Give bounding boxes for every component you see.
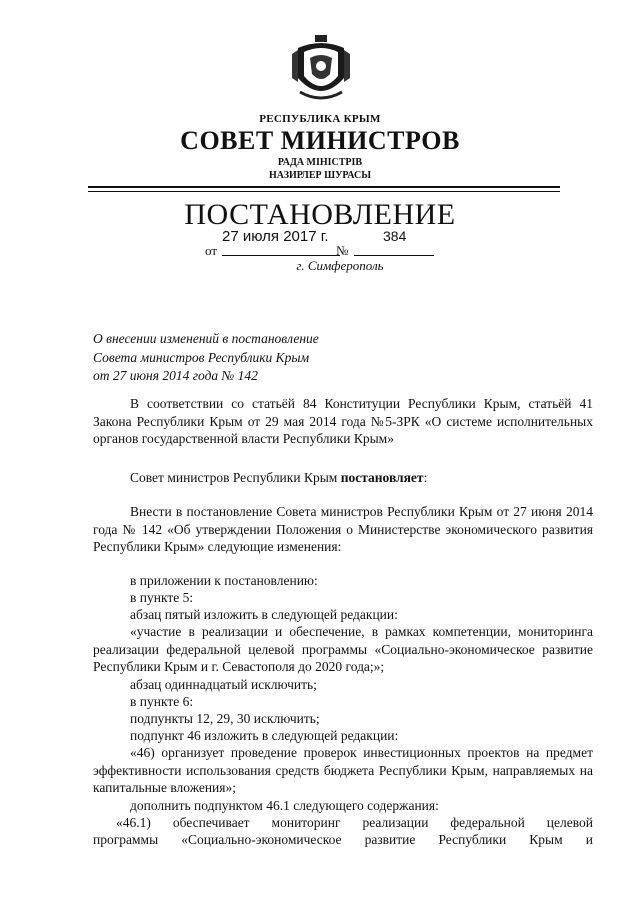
resolution-verb: постановляет	[340, 470, 424, 485]
number-underline	[354, 255, 434, 256]
subject-line: от 27 июня 2014 года № 142	[93, 368, 258, 383]
resolution-paragraph	[93, 469, 593, 487]
header-rule-thick	[88, 186, 560, 188]
number-prefix: №	[336, 243, 349, 258]
document-number: 384	[383, 228, 407, 244]
subject-line: О внесении изменений в постановление	[93, 331, 319, 346]
council-title-ukrainian: РАДА МІНІСТРІВ	[277, 157, 363, 168]
list-item: абзац пятый изложить в следующей редакции:	[130, 607, 398, 622]
list-item: в пункте 6:	[130, 694, 194, 709]
preamble-paragraph: В соответствии со статьёй 84 Конституции Республики Крым, статьёй 41 Закона Республики Крым от 29 мая 2014 года №5-ЗРК «О системе исполнительных органов государственной власти Республики Крым»	[93, 396, 593, 446]
resolution-text: Совет министров Республики Крым	[130, 470, 341, 485]
document-type: ПОСТАНОВЛЕНИЕ	[184, 198, 456, 231]
document-subject	[93, 330, 319, 386]
council-title: СОВЕТ МИНИСТРОВ	[180, 126, 460, 155]
list-item: в пункте 5:	[130, 590, 194, 605]
list-item: программы «Социально-экономическое развитие Республики Крым и	[93, 832, 593, 847]
date-prefix: от	[205, 243, 218, 258]
amendment-paragraph: Внести в постановление Совета министров Республики Крым от 27 июня 2014 года № 142 «Об утверждении Положения о Министерстве экономического развития Республики Крым» следующие изменения:	[93, 504, 593, 554]
header-rule-thin	[88, 191, 560, 192]
list-item: абзац одиннадцатый исключить;	[130, 677, 317, 692]
list-item: «46) организует проведение проверок инвестиционных проектов на предмет эффективности использования средств бюджета Республики Крым, направляемых на капитальные вложения»;	[93, 745, 593, 795]
subject-line: Совета министров Республики Крым	[93, 349, 310, 365]
list-item: дополнить подпунктом 46.1 следующего содержания:	[130, 798, 439, 813]
list-item: «участие в реализации и обеспечение, в рамках компетенции, мониторинга реализации федеральной целевой программы «Социально-экономическое развитие Республики Крым и г. Севастополя до 2020 года;»;	[93, 624, 593, 674]
list-item: подпункт 46 изложить в следующей редакции:	[130, 728, 399, 743]
document-date: 27 июля 2017 г.	[222, 228, 329, 245]
list-item: подпункты 12, 29, 30 исключить;	[130, 711, 320, 726]
resolution-colon: :	[423, 470, 428, 485]
date-underline	[222, 255, 340, 256]
list-item: «46.1) обеспечивает мониторинг реализации федеральной целевой	[116, 815, 593, 830]
council-title-crimean-tatar: НАЗИРЛЕР ШУРАСЫ	[268, 170, 372, 181]
list-item: в приложении к постановлению:	[130, 573, 318, 588]
crimea-coat-of-arms-icon	[290, 34, 352, 106]
city: г. Симферополь	[296, 258, 384, 273]
republic-name: РЕСПУБЛИКА КРЫМ	[259, 113, 381, 125]
